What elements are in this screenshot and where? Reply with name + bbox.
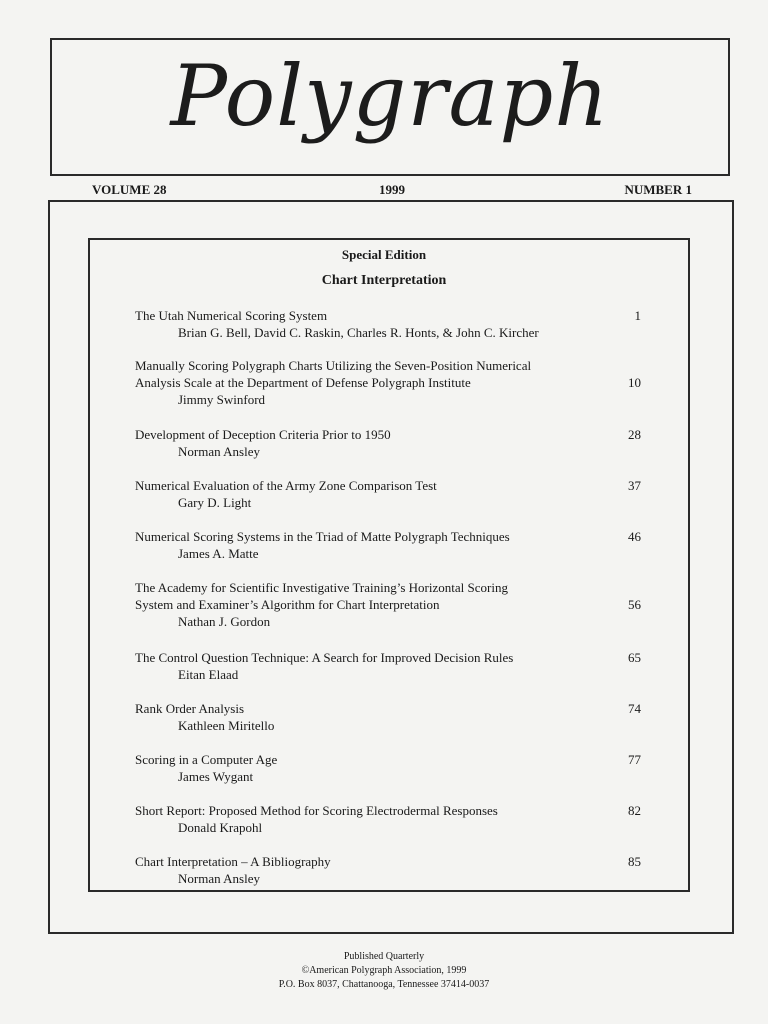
toc-entry-author: Brian G. Bell, David C. Raskin, Charles R. Honts, & John C. Kircher <box>178 325 539 340</box>
toc-entry-author: Jimmy Swinford <box>178 392 266 407</box>
toc-entry <box>135 426 645 460</box>
toc-entry-author: James Wygant <box>178 769 254 784</box>
toc-entry-page: 82 <box>628 803 641 818</box>
toc-entry-page: 74 <box>628 701 641 716</box>
toc-entry <box>135 528 645 562</box>
toc-entry-page: 28 <box>628 427 641 442</box>
issue-line <box>92 182 692 198</box>
toc-entry-author: Kathleen Miritello <box>178 718 275 733</box>
chart-interpretation-heading: Chart Interpretation <box>321 273 447 288</box>
toc-entry-author: Nathan J. Gordon <box>178 614 271 629</box>
footer-copyright: ©American Polygraph Association, 1999 <box>301 965 467 976</box>
volume-label: VOLUME 28 <box>92 182 167 197</box>
toc-entry-title: Development of Deception Criteria Prior to 1950 <box>135 427 391 442</box>
toc-entry-title: Scoring in a Computer Age <box>135 752 278 767</box>
toc-entry <box>135 307 645 341</box>
toc-entry-author: Norman Ansley <box>178 444 260 459</box>
toc-entry-author: Eitan Elaad <box>178 667 239 682</box>
footer-frequency: Published Quarterly <box>343 951 425 962</box>
toc-entry-title: System and Examiner’s Algorithm for Chart Interpretation <box>135 597 440 612</box>
toc-entry-title: Short Report: Proposed Method for Scoring Electrodermal Responses <box>135 803 498 818</box>
toc-entry-author: James A. Matte <box>178 546 259 561</box>
toc-entry-title: The Academy for Scientific Investigative Training’s Horizontal Scoring <box>135 580 508 595</box>
publisher-footer <box>0 950 768 992</box>
toc-entry-title: Rank Order Analysis <box>135 701 245 716</box>
toc-entry-title: The Utah Numerical Scoring System <box>135 308 328 323</box>
toc-entry-page: 10 <box>628 375 641 390</box>
masthead-box <box>50 38 730 176</box>
toc-entry <box>135 802 645 836</box>
toc-entry <box>135 700 645 734</box>
toc-entry-page: 1 <box>634 308 641 323</box>
toc-entry-page: 46 <box>628 529 641 544</box>
issue-number: NUMBER 1 <box>624 182 692 197</box>
toc-entry-page: 85 <box>628 854 641 869</box>
toc-entry-title: Manually Scoring Polygraph Charts Utilizing the Seven-Position Numerical <box>135 358 532 373</box>
journal-title: Polygraph <box>170 47 610 145</box>
special-edition-heading: Special Edition <box>341 247 427 262</box>
toc-entry-page: 56 <box>628 597 641 612</box>
toc-entry <box>135 853 645 887</box>
toc-entry-title: The Control Question Technique: A Search for Improved Decision Rules <box>135 650 514 665</box>
toc-entry <box>135 579 645 630</box>
toc-entry <box>135 477 645 511</box>
issue-year: 1999 <box>379 182 405 197</box>
toc-entry-page: 77 <box>628 752 641 767</box>
toc-entry-author: Donald Krapohl <box>178 820 263 835</box>
toc-entry-author: Norman Ansley <box>178 871 260 886</box>
toc-entry-title: Numerical Evaluation of the Army Zone Comparison Test <box>135 478 437 493</box>
toc-entry <box>135 649 645 683</box>
footer-address: P.O. Box 8037, Chattanooga, Tennessee 37414-0037 <box>278 979 490 990</box>
toc-entry-title: Chart Interpretation – A Bibliography <box>135 854 331 869</box>
toc-entry <box>135 751 645 785</box>
toc-entry-page: 37 <box>628 478 641 493</box>
toc-entry-page: 65 <box>628 650 641 665</box>
toc-entry <box>135 357 645 408</box>
toc-entry-title: Analysis Scale at the Department of Defense Polygraph Institute <box>135 375 471 390</box>
toc-entry-title: Numerical Scoring Systems in the Triad of Matte Polygraph Techniques <box>135 529 510 544</box>
toc-entry-author: Gary D. Light <box>178 495 252 510</box>
